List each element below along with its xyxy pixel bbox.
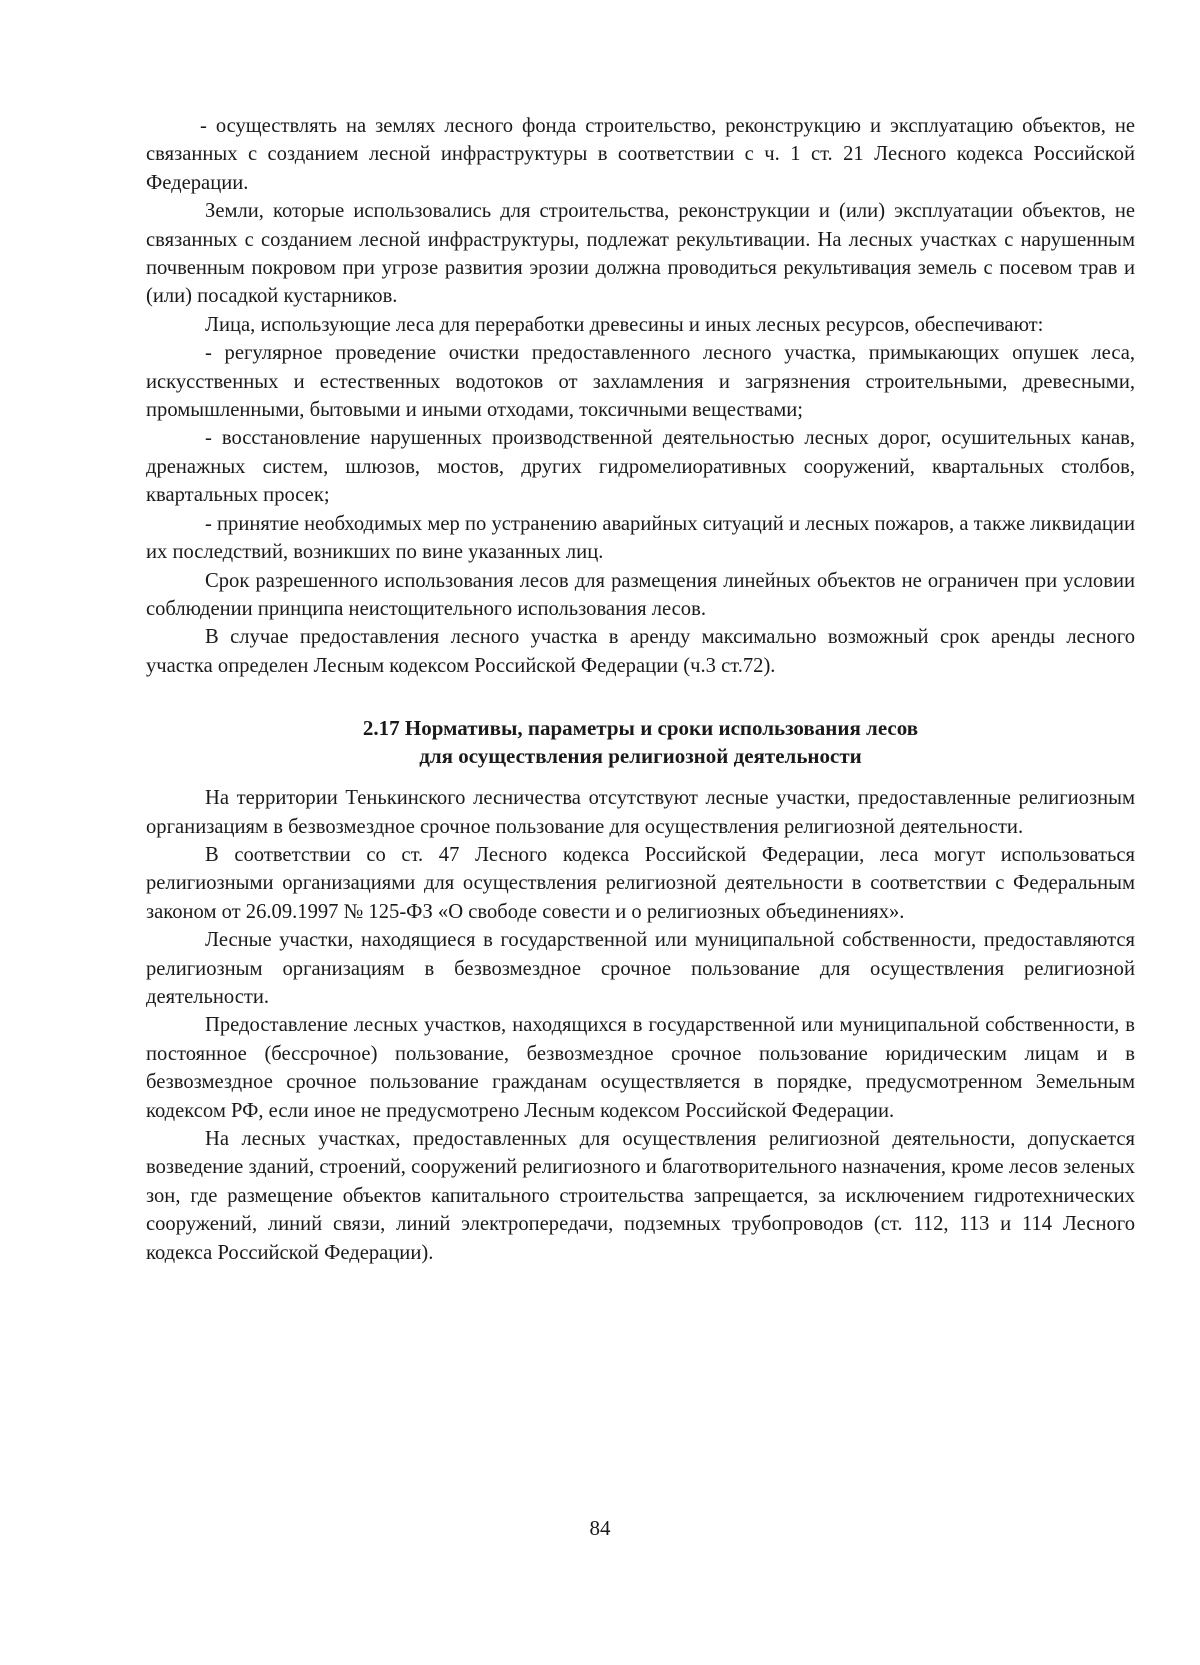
section-heading-line-2: для осуществления религиозной деятельности [419, 744, 862, 769]
section-heading [146, 714, 1135, 770]
paragraph: На территории Тенькинского лесничества отсутствуют лесные участки, предоставленные религиозным организациям в безвозмездное срочное пользование для осуществления религиозной деятельности. [146, 787, 1135, 838]
paragraph: - осуществлять на землях лесного фонда строительство, реконструкцию и эксплуатацию объектов, не связанных с созданием лесной инфраструктуры в соответствии с ч. 1 ст. 21 Лесного кодекса Российской Федерации. [146, 115, 1135, 194]
paragraph: На лесных участках, предоставленных для осуществления религиозной деятельности, допускается возведение зданий, строений, сооружений религиозного и благотворительного назначения, кроме лесов зеленых зон, где размещение объектов капитального строительства запрещается, за исключением гидротехнических сооружений, линий связи, линий электропередачи, подземных трубопроводов (ст. 112, 113 и 114 Лесного кодекса Российской Федерации). [146, 1128, 1135, 1264]
paragraph: Срок разрешенного использования лесов для размещения линейных объектов не ограничен при условии соблюдении принципа неистощительного использования лесов. [146, 569, 1135, 620]
paragraph: В соответствии со ст. 47 Лесного кодекса Российской Федерации, леса могут использоваться религиозными организациями для осуществления религиозной деятельности в соответствии с Федеральным законом от 26.09.1997 № 125-ФЗ «О свободе совести и о религиозных объединениях». [146, 843, 1135, 923]
paragraph: Лесные участки, находящиеся в государственной или муниципальной собственности, предоставляются религиозным организациям в безвозмездное срочное пользование для осуществления религиозной деятельности. [146, 929, 1135, 1008]
list-item: - принятие необходимых мер по устранению аварийных ситуаций и лесных пожаров, а также ликвидации их последствий, возникших по вине указанных лиц. [146, 512, 1135, 564]
document-body [146, 112, 1135, 1267]
section-heading-line-1: 2.17 Нормативы, параметры и сроки использования лесов [362, 716, 919, 741]
page-number: 84 [589, 1516, 611, 1540]
paragraph: В случае предоставления лесного участка в аренду максимально возможный срок аренды лесного участка определен Лесным кодексом Российской Федерации (ч.3 ст.72). [146, 626, 1135, 677]
paragraph: Лица, использующие леса для переработки древесины и иных лесных ресурсов, обеспечивают: [205, 313, 1044, 336]
list-item: - восстановление нарушенных производственной деятельностью лесных дорог, осушительных канав, дренажных систем, шлюзов, мостов, других гидромелиоративных сооружений, квартальных столбов, квартальных просек; [146, 427, 1135, 507]
paragraph: Предоставление лесных участков, находящихся в государственной или муниципальной собственности, в постоянное (бессрочное) пользование, безвозмездное срочное пользование юридическим лицам и в безвозмездное срочное пользование гражданам осуществляется в порядке, предусмотренном Земельным кодексом РФ, если иное не предусмотрено Лесным кодексом Российской Федерации. [146, 1014, 1135, 1122]
list-item: - регулярное проведение очистки предоставленного лесного участка, примыкающих опушек леса, искусственных и естественных водотоков от захламления и загрязнения строительными, древесными, промышленными, бытовыми и иными отходами, токсичными веществами; [146, 342, 1135, 422]
paragraph: Земли, которые использовались для строительства, реконструкции и (или) эксплуатации объектов, не связанных с созданием лесной инфраструктуры, подлежат рекультивации. На лесных участках с нарушенным почвенным покровом при угрозе развития эрозии должна проводиться рекультивация земель с посевом трав и (или) посадкой кустарников. [146, 200, 1135, 308]
